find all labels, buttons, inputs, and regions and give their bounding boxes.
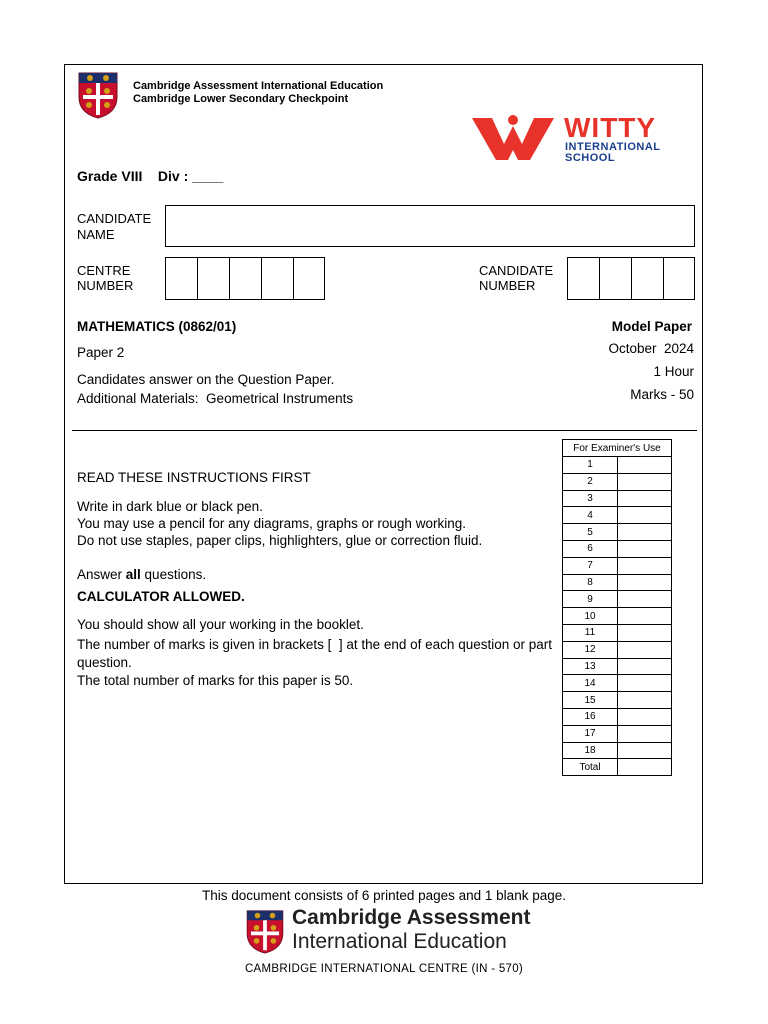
question-number: 7 [563, 557, 618, 574]
candidate-number-cell[interactable] [632, 258, 664, 300]
candidate-number-cell[interactable] [568, 258, 600, 300]
centre-number-field[interactable] [165, 257, 325, 300]
question-number: 16 [563, 708, 618, 725]
section-divider [72, 430, 697, 431]
candidate-number-field[interactable] [567, 257, 695, 300]
candidate-number-label-2: NUMBER [479, 278, 536, 293]
examiner-mark-cell[interactable] [618, 608, 672, 625]
cambridge-shield-icon [77, 71, 119, 119]
examiner-mark-cell[interactable] [618, 708, 672, 725]
centre-number-cell[interactable] [230, 258, 262, 300]
exam-duration: 1 Hour [653, 364, 694, 379]
cambridge-footer-shield-icon [245, 909, 285, 954]
additional-materials: Additional Materials: Geometrical Instruments [77, 391, 354, 406]
question-number: 18 [563, 742, 618, 759]
answer-post: questions. [140, 567, 207, 582]
examiners-use-table [562, 439, 672, 776]
examiner-mark-cell[interactable] [618, 641, 672, 658]
exam-date: October 2024 [608, 341, 694, 356]
examiner-mark-cell[interactable] [618, 658, 672, 675]
paper-number: Paper 2 [77, 345, 125, 360]
examiner-row [563, 658, 672, 675]
examiner-mark-cell[interactable] [618, 524, 672, 541]
examiner-row [563, 692, 672, 709]
witty-logo-icon [470, 114, 556, 164]
answer-on-paper: Candidates answer on the Question Paper. [77, 372, 335, 387]
examiner-row [563, 742, 672, 759]
answer-pre: Answer [77, 567, 126, 582]
examiner-mark-cell[interactable] [618, 725, 672, 742]
examiner-row [563, 540, 672, 557]
examiner-row [563, 608, 672, 625]
examiner-row [563, 473, 672, 490]
instruction-marks-1: The number of marks is given in brackets [ ] at the end of each question or part [77, 637, 552, 652]
examiner-mark-cell[interactable] [618, 540, 672, 557]
question-number: 9 [563, 591, 618, 608]
examiner-mark-cell[interactable] [618, 624, 672, 641]
centre-number-cell[interactable] [262, 258, 294, 300]
question-number: 5 [563, 524, 618, 541]
instruction-total: The total number of marks for this paper is 50. [77, 673, 354, 688]
calculator-allowed: CALCULATOR ALLOWED. [77, 589, 245, 604]
instruction-pencil: You may use a pencil for any diagrams, graphs or rough working. [77, 516, 466, 531]
instruction-marks-2: question. [77, 655, 132, 670]
examiner-mark-cell[interactable] [618, 675, 672, 692]
instruction-pen: Write in dark blue or black pen. [77, 499, 263, 514]
examiner-row [563, 675, 672, 692]
question-number: 6 [563, 540, 618, 557]
examiner-mark-cell[interactable] [618, 574, 672, 591]
examiner-mark-cell[interactable] [618, 692, 672, 709]
question-number: 8 [563, 574, 618, 591]
school-sub-1: INTERNATIONAL [565, 141, 661, 153]
examiner-row [563, 490, 672, 507]
total-marks: Marks - 50 [630, 387, 694, 402]
examiner-row [563, 591, 672, 608]
footer-logo-line-1: Cambridge Assessment [292, 906, 531, 929]
instructions-heading: READ THESE INSTRUCTIONS FIRST [77, 470, 311, 485]
subject-code: MATHEMATICS (0862/01) [77, 319, 237, 334]
candidate-number-cell[interactable] [600, 258, 632, 300]
candidate-number-label-1: CANDIDATE [479, 263, 554, 278]
examiner-mark-cell[interactable] [618, 557, 672, 574]
page-count-note: This document consists of 6 printed pages and 1 blank page. [202, 888, 566, 903]
examiner-row [563, 574, 672, 591]
question-number: 12 [563, 641, 618, 658]
examiner-row [563, 641, 672, 658]
instruction-staples: Do not use staples, paper clips, highlighters, glue or correction fluid. [77, 533, 483, 548]
question-number: 3 [563, 490, 618, 507]
examiner-mark-cell[interactable] [618, 473, 672, 490]
examiner-row [563, 725, 672, 742]
candidate-name-field[interactable] [165, 205, 695, 247]
question-number: 17 [563, 725, 618, 742]
question-number: 11 [563, 624, 618, 641]
examiner-mark-cell[interactable] [618, 591, 672, 608]
question-number: 4 [563, 507, 618, 524]
examiner-total-cell[interactable] [618, 759, 672, 776]
examiner-mark-cell[interactable] [618, 742, 672, 759]
school-name: WITTY [564, 112, 657, 143]
examiner-row [563, 557, 672, 574]
examiner-total-row [563, 759, 672, 776]
org-line-2: Cambridge Lower Secondary Checkpoint [133, 93, 349, 105]
centre-code: CAMBRIDGE INTERNATIONAL CENTRE (IN - 570) [244, 963, 524, 975]
question-number: 2 [563, 473, 618, 490]
question-number: 13 [563, 658, 618, 675]
candidate-name-label-2: NAME [77, 227, 115, 242]
paper-type: Model Paper [611, 319, 692, 334]
school-sub-2: SCHOOL [565, 152, 616, 164]
centre-number-cell[interactable] [166, 258, 198, 300]
examiner-row [563, 708, 672, 725]
question-number: 10 [563, 608, 618, 625]
question-number: 14 [563, 675, 618, 692]
total-label: Total [563, 759, 618, 776]
examiner-mark-cell[interactable] [618, 507, 672, 524]
grade-division-line: Grade VIII Div : ____ [77, 168, 224, 184]
centre-number-label-2: NUMBER [77, 278, 134, 293]
org-line-1: Cambridge Assessment International Education [133, 80, 384, 92]
examiner-mark-cell[interactable] [618, 490, 672, 507]
instruction-answer-all [77, 567, 206, 582]
answer-bold: all [125, 567, 141, 582]
centre-number-label-1: CENTRE [77, 263, 131, 278]
examiner-row [563, 524, 672, 541]
examiner-mark-cell[interactable] [618, 457, 672, 474]
question-number: 15 [563, 692, 618, 709]
question-number: 1 [563, 457, 618, 474]
examiner-row [563, 457, 672, 474]
instruction-working: You should show all your working in the booklet. [77, 617, 364, 632]
examiner-row [563, 624, 672, 641]
candidate-name-label-1: CANDIDATE [77, 211, 152, 226]
examiner-row [563, 507, 672, 524]
footer-logo-line-2: International Education [292, 930, 507, 953]
centre-number-cell[interactable] [198, 258, 230, 300]
examiners-use-heading: For Examiner's Use [563, 440, 672, 457]
